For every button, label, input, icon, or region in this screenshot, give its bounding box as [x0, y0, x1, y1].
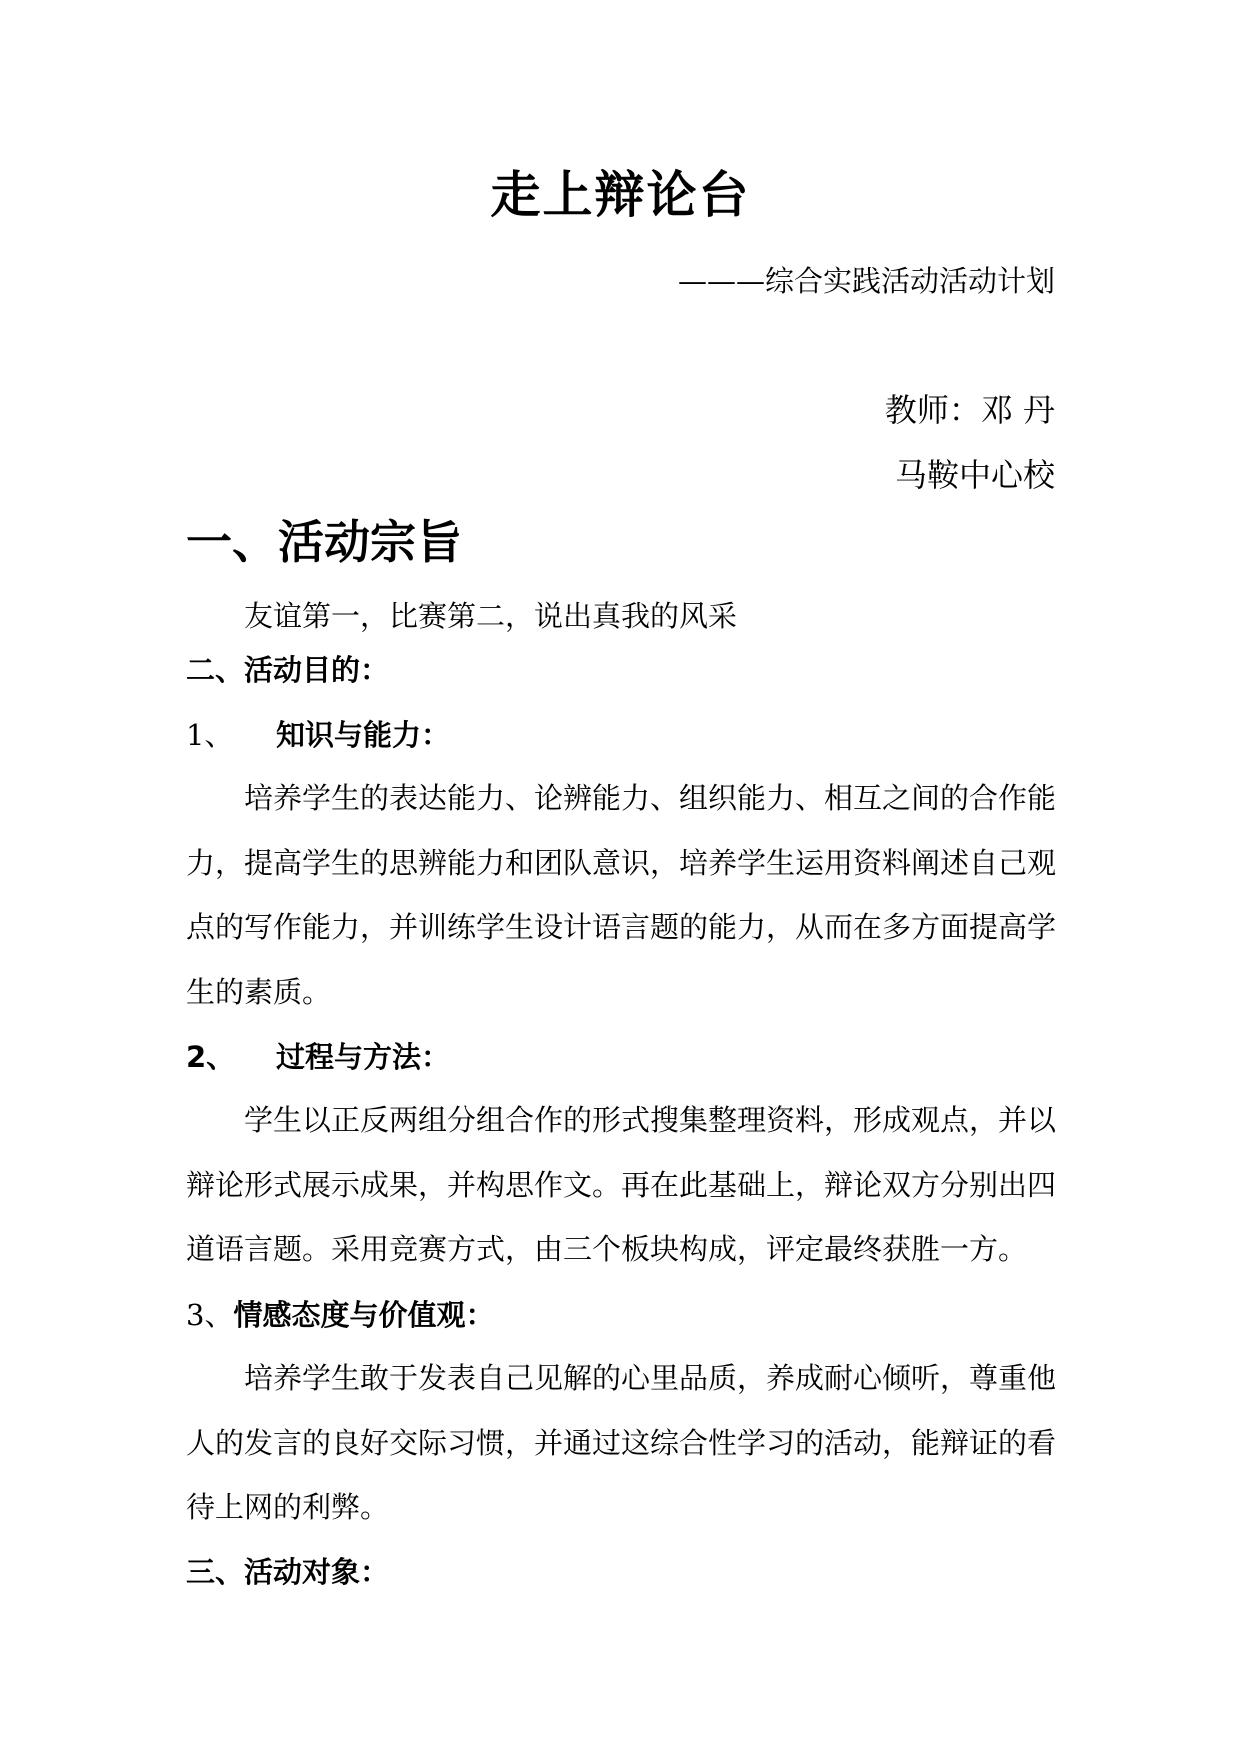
goal-1-paragraph: 培养学生的表达能力、论辨能力、组织能力、相互之间的合作能力，提高学生的思辨能力和团队意识，培养学生运用资料阐述自己观点的写作能力，并训练学生设计语言题的能力，从而在多方面提高学生的素质。	[186, 781, 1057, 1009]
goal-2-body	[186, 1088, 1056, 1282]
goal-3-number: 3、	[186, 1298, 234, 1332]
goal-2-heading	[186, 1037, 450, 1077]
goal-2-paragraph: 学生以正反两组分组合作的形式搜集整理资料，形成观点，并以辩论形式展示成果，并构思作文。再在此基础上，辩论双方分别出四道语言题。采用竞赛方式，由三个板块构成，评定最终获胜一方。	[186, 1103, 1057, 1266]
teacher-name: 教师：邓 丹	[884, 391, 1055, 429]
school-name: 马鞍中心校	[894, 456, 1055, 494]
goal-1-label: 知识与能力：	[276, 718, 451, 752]
section-audience-heading: 三、活动对象：	[186, 1555, 390, 1589]
goal-2-label: 过程与方法：	[276, 1040, 451, 1074]
section-purpose-text	[186, 584, 1056, 649]
goal-3-heading	[186, 1295, 494, 1335]
document-subtitle: ———综合实践活动活动计划	[677, 264, 1055, 298]
section-purpose-heading: 一、活动宗旨	[186, 515, 462, 569]
document-title: 走上辩论台	[490, 166, 751, 224]
purpose-paragraph: 友谊第一，比赛第二，说出真我的风采	[244, 599, 738, 633]
goal-3-paragraph: 培养学生敢于发表自己见解的心里品质，养成耐心倾听，尊重他人的发言的良好交际习惯，并通过这综合性学习的活动，能辩证的看待上网的利弊。	[186, 1361, 1057, 1524]
goal-2-number: 2、	[186, 1040, 236, 1074]
goal-1-heading	[186, 715, 450, 755]
goal-1-number: 1、	[186, 718, 234, 752]
goal-3-body	[186, 1346, 1056, 1540]
goal-1-body	[186, 766, 1056, 1024]
section-goals-heading: 二、活动目的：	[186, 653, 390, 687]
goal-3-label: 情感态度与价值观：	[233, 1298, 495, 1332]
